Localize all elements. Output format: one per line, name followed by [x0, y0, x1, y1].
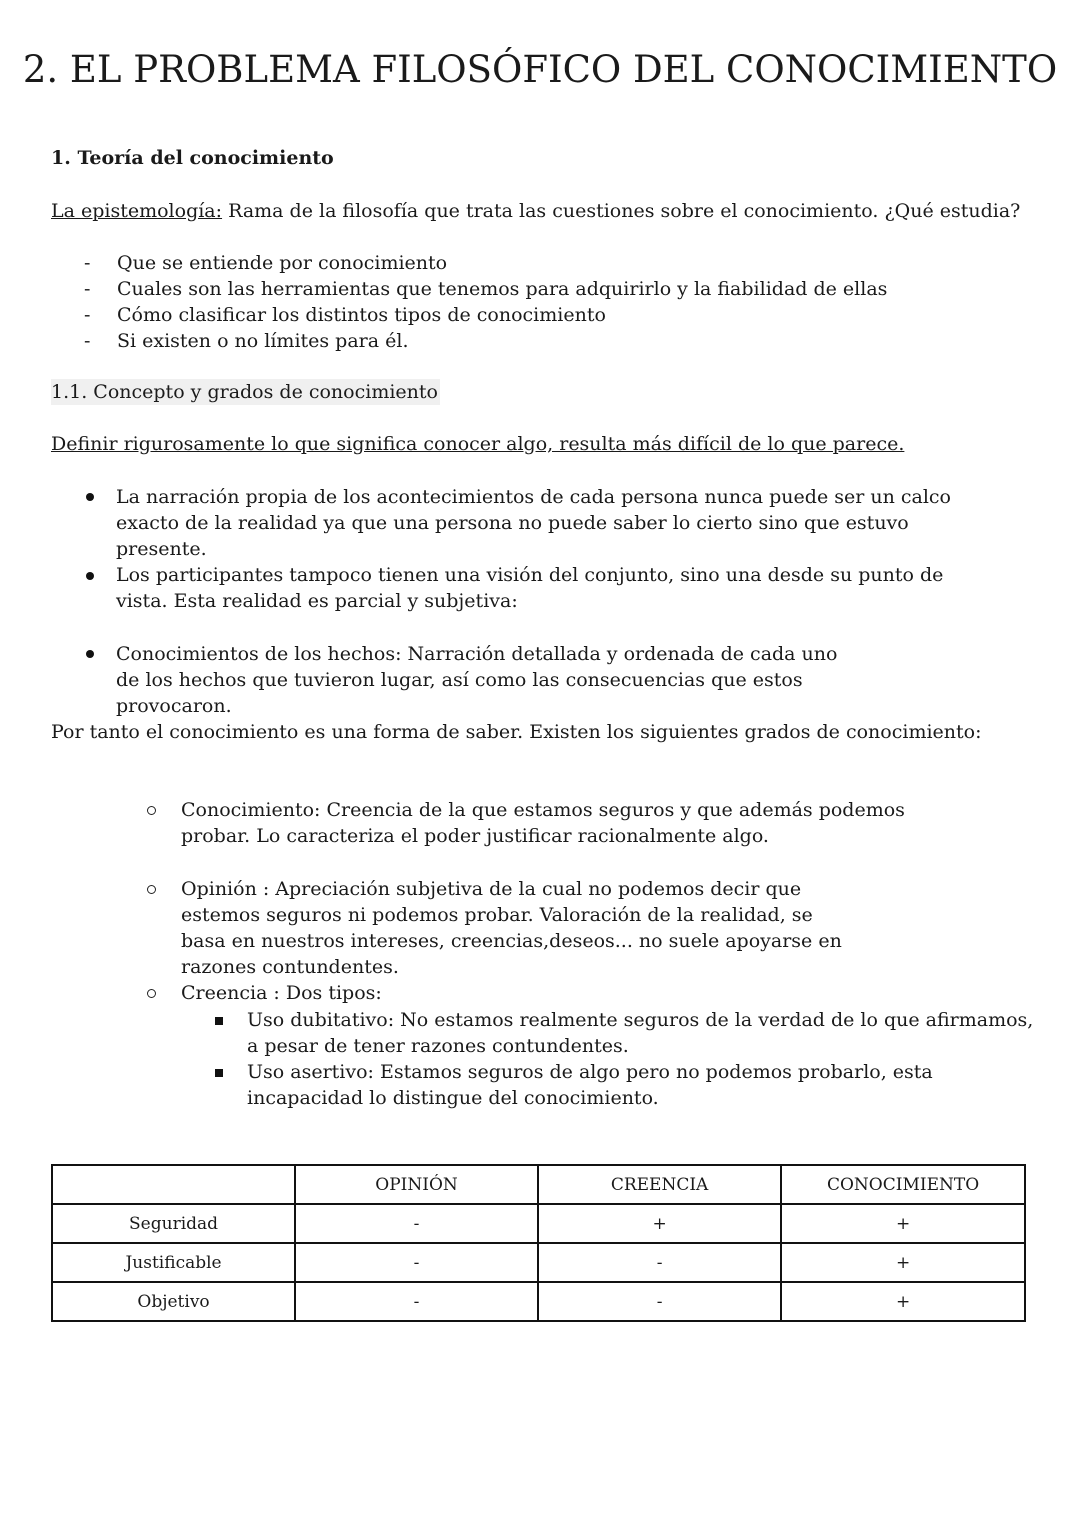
bullet-item: La narración propia de los acontecimientos de cada persona nunca puede ser un calco exacto de la realidad ya que una persona no puede saber lo cierto sino que estuvo presente. — [116, 486, 951, 560]
table-header-cell — [52, 1165, 295, 1204]
section-heading: 1. Teoría del conocimiento — [51, 147, 334, 169]
study-list — [84, 250, 1034, 354]
table-cell: - — [295, 1243, 538, 1282]
list-item: - Si existen o no límites para él. — [84, 328, 1034, 354]
table-header-row — [52, 1165, 1025, 1204]
table-row — [52, 1204, 1025, 1243]
intro-paragraph — [51, 198, 1051, 224]
table-row — [52, 1282, 1025, 1321]
table-cell: - — [538, 1243, 781, 1282]
comparison-table — [51, 1164, 1026, 1322]
table-cell: + — [781, 1282, 1025, 1321]
table-header-cell: CONOCIMIENTO — [781, 1165, 1025, 1204]
table-row — [52, 1243, 1025, 1282]
list-item: - Que se entiende por conocimiento — [84, 250, 1034, 276]
circle-bullet — [147, 885, 156, 894]
table-cell: + — [781, 1243, 1025, 1282]
table-header-cell: CREENCIA — [538, 1165, 781, 1204]
circle-bullet — [147, 989, 156, 998]
grade-item: Conocimiento: Creencia de la que estamos seguros y que además podemos probar. Lo caracteriza el poder justificar racionalmente algo. — [181, 799, 905, 847]
list-item: - Cuales son las herramientas que tenemos para adquirirlo y la fiabilidad de ellas — [84, 276, 1034, 302]
belief-type-item: Uso dubitativo: No estamos realmente seguros de la verdad de lo que afirmamos, a pesar de tener razones contundentes. — [247, 1009, 1034, 1057]
table-cell: - — [295, 1282, 538, 1321]
table-cell: - — [538, 1282, 781, 1321]
table-cell: - — [295, 1204, 538, 1243]
table-cell: + — [781, 1204, 1025, 1243]
list-item: - Cómo clasificar los distintos tipos de conocimiento — [84, 302, 1034, 328]
row-label: Seguridad — [52, 1204, 295, 1243]
page-title: 2. EL PROBLEMA FILOSÓFICO DEL CONOCIMIENTO — [22, 48, 1058, 91]
circle-bullet — [147, 806, 156, 815]
intro-term: La epistemología: — [51, 200, 223, 222]
bullet-item: Conocimientos de los hechos: Narración detallada y ordenada de cada uno de los hechos que tuvieron lugar, así como las consecuencias que estos provocaron. — [116, 643, 838, 717]
bullet-item: Los participantes tampoco tienen una visión del conjunto, sino una desde su punto de vista. Esta realidad es parcial y subjetiva: — [116, 564, 944, 612]
table-cell: + — [538, 1204, 781, 1243]
intro-text: Rama de la filosofía que trata las cuestiones sobre el conocimiento. ¿Qué estudia? — [222, 200, 1021, 222]
bullet-dot — [86, 650, 94, 658]
subsection-heading: 1.1. Concepto y grados de conocimiento — [51, 381, 438, 403]
row-label: Objetivo — [52, 1282, 295, 1321]
bullet-dot — [86, 572, 94, 580]
grade-item: Creencia : Dos tipos: — [181, 982, 382, 1004]
square-bullet — [215, 1017, 223, 1025]
conclusion-paragraph: Por tanto el conocimiento es una forma de saber. Existen los siguientes grados de conocimiento: — [51, 721, 982, 743]
belief-type-item: Uso asertivo: Estamos seguros de algo pero no podemos probarlo, esta incapacidad lo distingue del conocimiento. — [247, 1061, 933, 1109]
bullet-dot — [86, 493, 94, 501]
grade-item: Opinión : Apreciación subjetiva de la cual no podemos decir que estemos seguros ni podemos probar. Valoración de la realidad, se basa en nuestros intereses, creencias,deseos... no suele apoyarse en razones contundentes. — [181, 878, 842, 978]
table-header-cell: OPINIÓN — [295, 1165, 538, 1204]
row-label: Justificable — [52, 1243, 295, 1282]
lead-paragraph: Definir rigurosamente lo que significa conocer algo, resulta más difícil de lo que parece. — [51, 433, 905, 455]
square-bullet — [215, 1069, 223, 1077]
